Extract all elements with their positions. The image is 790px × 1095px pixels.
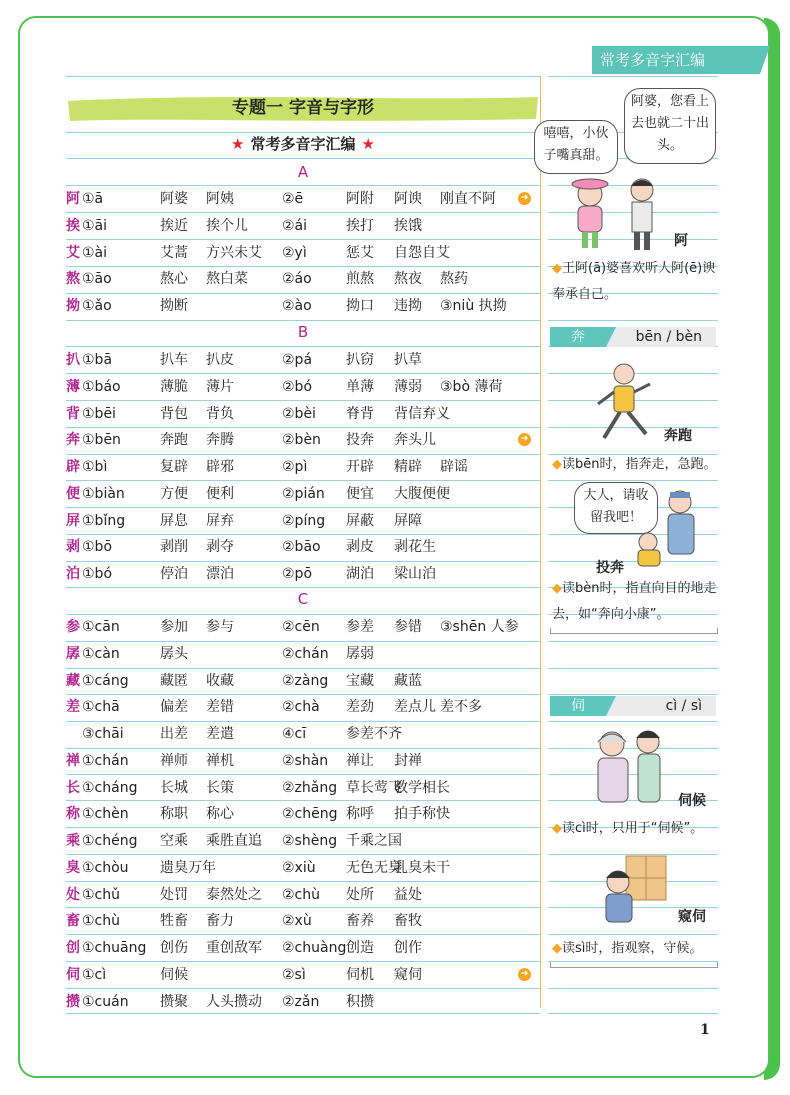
reading-w1: 停泊: [160, 566, 188, 582]
reading-w1: 阿婆: [160, 191, 188, 207]
headword: 创: [66, 940, 80, 956]
reading-w2: 漂泊: [206, 566, 234, 582]
list-item: [66, 401, 540, 427]
reading-w1: 背包: [160, 405, 188, 422]
reading-c1: ①bō: [82, 539, 113, 556]
reading-c1: ①cān: [82, 619, 120, 635]
reading-c2: ②pián: [282, 485, 325, 502]
reading-w2: 差错: [206, 699, 234, 716]
reading-c1: ①cì: [82, 966, 107, 983]
reading-c1: ①bēi: [82, 405, 116, 422]
reading-w3: 无色无臭: [346, 859, 402, 876]
reading-w3: 扒窃: [346, 352, 374, 368]
reading-w5: ③shēn 人参: [440, 619, 519, 635]
reading-w4: 乳臭未干: [394, 859, 450, 876]
note-a: [552, 256, 720, 308]
note-ci-2-text: 读sì时，指观察，守候。: [562, 941, 703, 956]
reading-w2: 长策: [206, 779, 234, 796]
reading-w4: 大腹便便: [394, 485, 450, 502]
reading-w1: 遗臭万年: [160, 859, 216, 876]
reading-c1: ①báo: [82, 378, 121, 395]
list-item: [66, 186, 540, 212]
star-icon: ★: [361, 135, 375, 153]
reading-w2: 参与: [206, 619, 234, 635]
kneeling-man-illustration: [630, 488, 710, 570]
reading-c1: ①biàn: [82, 485, 125, 502]
headword: 扒: [66, 352, 80, 368]
caption-cihou: 伺候: [678, 793, 706, 809]
reading-w3: 畜养: [346, 913, 374, 930]
rule-line: [548, 641, 718, 642]
headword: 薄: [66, 378, 80, 395]
rule-line: [548, 694, 718, 695]
reading-c1: ①chòu: [82, 859, 129, 876]
reading-c2: ②xù: [282, 913, 312, 930]
reading-c2: ②pá: [282, 352, 313, 368]
reading-c1: ①chā: [82, 699, 120, 716]
reading-c1: ①chèn: [82, 806, 129, 823]
rule-line: [548, 76, 718, 77]
servant-elder-illustration: [586, 726, 676, 810]
reading-w4: 差点儿: [394, 699, 436, 716]
speech-bubble-toben: 大人，请收留我吧！: [574, 482, 658, 534]
list-item: [66, 641, 540, 667]
reading-w2: 乘胜直追: [206, 833, 262, 849]
reading-w3: 投奔: [346, 432, 374, 449]
reading-c2: ②zhǎng: [282, 779, 338, 796]
reading-w1: 称职: [160, 806, 188, 823]
reading-c2: ②pō: [282, 566, 313, 582]
reading-w2: 重创敌军: [206, 940, 262, 956]
reading-w1: 孱头: [160, 645, 188, 662]
headword: 阿: [66, 191, 80, 207]
note-ben-1-text: 读bēn时，指奔走，急跑。: [562, 457, 717, 472]
reading-w3: 积攒: [346, 993, 374, 1010]
header-char-ci: 伺: [550, 696, 606, 716]
reading-c1: ①chù: [82, 913, 120, 930]
reading-c1: ①chéng: [82, 833, 138, 849]
reading-c1: ①chǔ: [82, 886, 120, 903]
list-subtitle: [66, 133, 540, 154]
reading-w3: 孱弱: [346, 645, 374, 662]
reading-w1: 参加: [160, 619, 188, 635]
headword: 艾: [66, 244, 80, 261]
list-item: [66, 935, 540, 961]
reading-w3: 称呼: [346, 806, 374, 823]
list-item: [66, 801, 540, 827]
reading-w3: 处所: [346, 886, 374, 903]
note-ci-2: [552, 936, 720, 962]
reading-w2: 剥夺: [206, 539, 234, 556]
list-item: [66, 266, 540, 292]
reading-w3: 煎熬: [346, 271, 374, 288]
reading-w3: 脊背: [346, 405, 374, 422]
reading-c2: ②píng: [282, 512, 326, 529]
reading-c2: ②ào: [282, 298, 312, 314]
reading-w2: 挨个儿: [206, 217, 248, 234]
reading-c2: ②chēng: [282, 806, 338, 823]
diamond-icon: ◆: [552, 457, 562, 472]
reading-c1: ①bì: [82, 459, 108, 475]
list-item: [66, 748, 540, 774]
reading-w4: 创作: [394, 940, 422, 956]
reading-w4: 扒草: [394, 352, 422, 368]
headword: 畜: [66, 913, 80, 930]
list-item: [66, 775, 540, 801]
reading-w1: 薄脆: [160, 378, 188, 395]
sidebar-header-ben: [550, 327, 716, 347]
reading-w4: 封禅: [394, 752, 422, 769]
reading-w1: 长城: [160, 779, 188, 796]
list-item: [66, 962, 540, 988]
reading-w3: 阿附: [346, 191, 374, 207]
reading-c2: ②zàng: [282, 672, 329, 689]
reading-c2: ②pì: [282, 459, 308, 475]
reading-c1: ①bǐng: [82, 512, 126, 529]
reading-w5: 差不多: [440, 699, 482, 716]
reading-w1: 空乘: [160, 833, 188, 849]
reading-w2: 收藏: [206, 672, 234, 689]
note-ben-2: [552, 576, 720, 628]
rule-line: [548, 934, 718, 935]
reading-w4: 窥伺: [394, 966, 422, 983]
reading-w5: 熬药: [440, 271, 468, 288]
caption-kuisi: 窥伺: [678, 909, 706, 925]
list-item: [66, 561, 540, 587]
reading-w3: 参差不齐: [346, 726, 402, 742]
reading-w5: 辟谣: [440, 459, 468, 475]
reading-w2: 奔腾: [206, 432, 234, 449]
reading-w2: 熬白菜: [206, 271, 248, 288]
peeking-man-illustration: [590, 852, 680, 926]
list-item: [66, 614, 540, 640]
rule-line: [66, 158, 540, 159]
reading-w4: 益处: [394, 886, 422, 903]
rule-line: [548, 668, 718, 669]
reading-c2: ②bāo: [282, 539, 321, 556]
reading-w1: 创伤: [160, 940, 188, 956]
reading-c2: ②shèng: [282, 833, 338, 849]
headword: 乘: [66, 833, 80, 849]
reading-c2: ②sì: [282, 966, 306, 983]
list-item: [66, 694, 540, 720]
rule-line: [548, 988, 718, 989]
reading-w4: 屏障: [394, 512, 422, 529]
list-item: [66, 427, 540, 453]
list-item: [66, 908, 540, 934]
reading-c1: ①cháng: [82, 779, 138, 796]
note-a-text: 王阿(ā)婆喜欢听人阿(ē)谀奉承自己。: [552, 261, 716, 302]
reading-w3: 宝藏: [346, 672, 374, 689]
reading-w3: 湖泊: [346, 566, 374, 582]
reading-w1: 屏息: [160, 512, 188, 529]
rule-line: [548, 721, 718, 722]
reading-c2: ②ái: [282, 217, 308, 234]
headword: 差: [66, 699, 80, 716]
reading-c2: ②chuàng: [282, 940, 347, 956]
speech-bubble-boy: 阿婆，您看上去也就二十出头。: [624, 88, 716, 164]
reading-c1: ①bēn: [82, 432, 121, 449]
reading-w4: 挨饿: [394, 217, 422, 234]
headword: 参: [66, 619, 80, 635]
reading-w1: 出差: [160, 726, 188, 742]
reading-w4: 熬夜: [394, 271, 422, 288]
list-item: [66, 481, 540, 507]
list-item: [66, 240, 540, 266]
reading-w4: 薄弱: [394, 378, 422, 395]
reading-w3: 单薄: [346, 378, 374, 395]
reading-c1: ①ǎo: [82, 298, 112, 314]
reading-w2: 人头攒动: [206, 993, 262, 1010]
reading-w1: 拗断: [160, 298, 188, 314]
reading-c2: ②chán: [282, 645, 329, 662]
reading-w1: 处罚: [160, 886, 188, 903]
reading-c1: ①bā: [82, 352, 113, 368]
sidebar-header-ci: [550, 696, 716, 716]
reading-w3: 挨打: [346, 217, 374, 234]
reading-w4: 精辟: [394, 459, 422, 475]
reading-w2: 薄片: [206, 378, 234, 395]
reading-w1: 挨近: [160, 217, 188, 234]
reading-c2: ②xiù: [282, 859, 316, 876]
reading-c2: ②shàn: [282, 752, 329, 769]
arrow-right-icon: ➜: [518, 968, 531, 981]
subtitle-text: 常考多音字汇编: [250, 135, 356, 153]
reading-w3: 创造: [346, 940, 374, 956]
star-icon: ★: [231, 135, 245, 153]
caption-a: 阿: [674, 233, 688, 249]
reading-w4: 畜牧: [394, 913, 422, 930]
reading-w3: 千乘之国: [346, 833, 402, 849]
reading-w1: 伺候: [160, 966, 188, 983]
rule-line: [548, 320, 718, 321]
header-char-ben: 奔: [550, 327, 606, 347]
list-item: [66, 347, 540, 373]
reading-w2: 方兴未艾: [206, 244, 262, 261]
reading-w5: 刚直不阿: [440, 191, 496, 207]
list-item: [66, 882, 540, 908]
headword: 拗: [66, 298, 80, 314]
reading-w4: 奔头儿: [394, 432, 436, 449]
headword: 辟: [66, 459, 80, 475]
reading-c1: ①cuán: [82, 993, 129, 1010]
list-item: [66, 855, 540, 881]
reading-c1: ①bó: [82, 566, 113, 582]
reading-c2: ②áo: [282, 271, 312, 288]
reading-c2: ②cēn: [282, 619, 320, 635]
diamond-icon: ◆: [552, 581, 562, 596]
reading-c2: ②yì: [282, 244, 307, 261]
section-letter: B: [297, 323, 309, 341]
list-item: [66, 721, 540, 747]
rule-line: [66, 587, 540, 588]
reading-c2: ②bèi: [282, 405, 316, 422]
headword: 熬: [66, 271, 80, 288]
reading-c1: ①ā: [82, 191, 104, 207]
reading-w4: 教学相长: [394, 779, 450, 796]
reading-w3: 惩艾: [346, 244, 374, 261]
reading-w2: 背负: [206, 405, 234, 422]
headword: 泊: [66, 566, 80, 582]
note-box-border: [550, 962, 718, 968]
reading-w2: 禅机: [206, 752, 234, 769]
reading-w1: 剥削: [160, 539, 188, 556]
arrow-right-icon: ➜: [518, 192, 531, 205]
reading-w3: 参差: [346, 619, 374, 635]
reading-c2: ②zǎn: [282, 993, 320, 1010]
list-item: [66, 989, 540, 1015]
reading-w2: 阿姨: [206, 191, 234, 207]
reading-w1: 禅师: [160, 752, 188, 769]
reading-w2: 泰然处之: [206, 886, 262, 903]
header-pinyin-ben: bēn / bèn: [635, 329, 702, 345]
list-item: [66, 508, 540, 534]
section-letter: C: [297, 590, 309, 608]
headword: 禅: [66, 752, 80, 769]
list-item: [66, 374, 540, 400]
note-ci-1-text: 读cì时，只用于“伺候”。: [562, 821, 704, 836]
headword: 奔: [66, 432, 80, 449]
headword: 藏: [66, 672, 80, 689]
reading-c1: ①cáng: [82, 672, 129, 689]
headword: 长: [66, 779, 80, 796]
reading-w1: 藏匿: [160, 672, 188, 689]
headword: 屏: [66, 512, 80, 529]
headword: 便: [66, 485, 80, 502]
reading-w2: 屏弃: [206, 512, 234, 529]
headword: 背: [66, 405, 80, 422]
reading-w2: 差遣: [206, 726, 234, 742]
list-item: [66, 454, 540, 480]
headword: 臭: [66, 859, 80, 876]
reading-c1: ①càn: [82, 645, 120, 662]
reading-w4: 梁山泊: [394, 566, 436, 582]
reading-w2: 畜力: [206, 913, 234, 930]
headword: 挨: [66, 217, 80, 234]
reading-w3: 剥皮: [346, 539, 374, 556]
reading-c1: ①āo: [82, 271, 112, 288]
column-divider: [540, 76, 541, 1008]
reading-w3: 便宜: [346, 485, 374, 502]
headword: 处: [66, 886, 80, 903]
grandma-boy-illustration: [560, 172, 680, 252]
section-letter: A: [297, 163, 309, 181]
diamond-icon: ◆: [552, 941, 562, 956]
speech-bubble-grandma: 嘻嘻，小伙子嘴真甜。: [534, 120, 618, 174]
diamond-icon: ◆: [552, 261, 562, 276]
topic-title: 专题一 字音与字形: [232, 98, 374, 118]
page-number: 1: [700, 1022, 710, 1038]
reading-w1: 复辟: [160, 459, 188, 475]
reading-w3: 伺机: [346, 966, 374, 983]
note-ben-2-text: 读bèn时，指直向目的地走去，如“奔向小康”。: [552, 581, 717, 622]
rule-line: [548, 1013, 718, 1014]
reading-c1: ①āi: [82, 217, 108, 234]
note-ben-1: [552, 452, 720, 478]
reading-w3: 开辟: [346, 459, 374, 475]
reading-w4: 背信弃义: [394, 405, 450, 422]
reading-c1: ③chāi: [82, 726, 124, 742]
reading-w1: 攒聚: [160, 993, 188, 1010]
arrow-right-icon: ➜: [518, 433, 531, 446]
reading-c1: ①chán: [82, 752, 129, 769]
list-item: [66, 293, 540, 319]
reading-w5: ③bò 薄荷: [440, 378, 503, 395]
running-man-illustration: [590, 360, 670, 450]
reading-w4: 自怨自艾: [394, 244, 450, 261]
list-item: [66, 213, 540, 239]
note-box-border: [550, 628, 718, 634]
reading-w2: 便利: [206, 485, 234, 502]
reading-w2: 扒皮: [206, 352, 234, 368]
reading-w1: 奔跑: [160, 432, 188, 449]
diamond-icon: ◆: [552, 821, 562, 836]
reading-w4: 参错: [394, 619, 422, 635]
reading-w4: 阿谀: [394, 191, 422, 207]
reading-w5: ③niù 执拗: [440, 298, 507, 314]
reading-c2: ②bèn: [282, 432, 321, 449]
reading-w3: 差劲: [346, 699, 374, 716]
list-item: [66, 668, 540, 694]
list-item: [66, 828, 540, 854]
reading-w3: 拗口: [346, 298, 374, 314]
reading-c2: ②ē: [282, 191, 304, 207]
reading-w3: 禅让: [346, 752, 374, 769]
list-item: [66, 534, 540, 560]
reading-w3: 草长莺飞: [346, 779, 402, 796]
reading-c2: ②chà: [282, 699, 320, 716]
section-tab: 常考多音字汇编: [592, 46, 760, 74]
reading-w1: 方便: [160, 485, 188, 502]
reading-c1: ①ài: [82, 244, 108, 261]
reading-w4: 拍手称快: [394, 806, 450, 823]
rule-line: [66, 320, 540, 321]
rule-line: [548, 480, 718, 481]
headword: 伺: [66, 966, 80, 983]
reading-c1: ①chuāng: [82, 940, 147, 956]
note-ci-1: [552, 816, 720, 842]
reading-w4: 违拗: [394, 298, 422, 314]
reading-w3: 屏蔽: [346, 512, 374, 529]
reading-w1: 扒车: [160, 352, 188, 368]
headword: 攒: [66, 993, 80, 1010]
header-pinyin-ci: cì / sì: [665, 698, 702, 714]
reading-w1: 牲畜: [160, 913, 188, 930]
headword: 称: [66, 806, 80, 823]
caption-toben: 投奔: [596, 560, 624, 576]
reading-w4: 藏蓝: [394, 672, 422, 689]
topic-banner: [66, 93, 540, 123]
reading-c2: ④cī: [282, 726, 307, 742]
headword: 孱: [66, 645, 80, 662]
reading-w1: 艾蒿: [160, 244, 188, 261]
reading-w4: 剥花生: [394, 539, 436, 556]
reading-w1: 熬心: [160, 271, 188, 288]
rule-line: [66, 76, 540, 77]
reading-w2: 称心: [206, 806, 234, 823]
reading-w2: 辟邪: [206, 459, 234, 475]
reading-c2: ②bó: [282, 378, 313, 395]
reading-w1: 偏差: [160, 699, 188, 716]
caption-benpao: 奔跑: [664, 428, 692, 444]
reading-c2: ②chù: [282, 886, 320, 903]
headword: 剥: [66, 539, 80, 556]
